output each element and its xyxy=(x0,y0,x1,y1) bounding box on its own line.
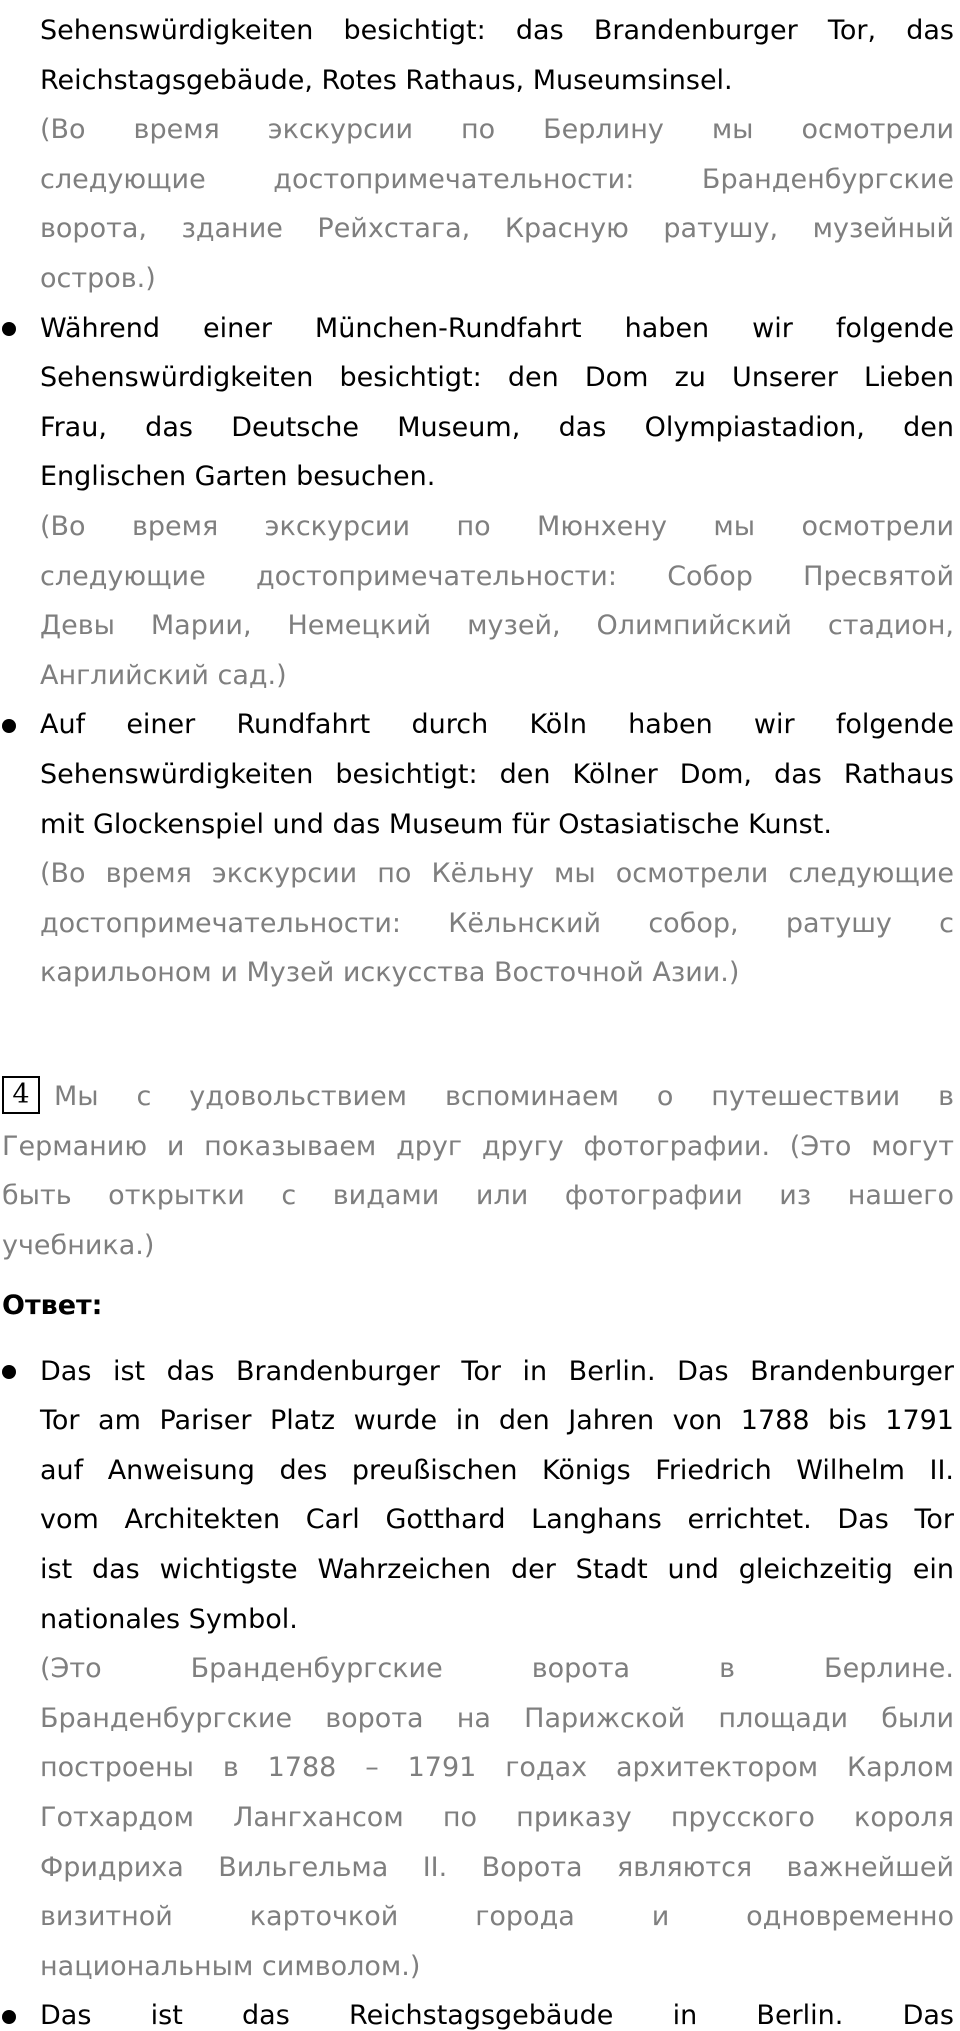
munich-ru-line-4: Английский сад.) xyxy=(40,659,287,691)
cologne-ru-line-1: (Во время экскурсии по Кёльну мы осмотрели следующие xyxy=(40,858,954,890)
brandenburg-de-line-4: vom Architekten Carl Gotthard Langhans errichtet. Das Tor xyxy=(40,1504,954,1536)
munich-de-line-3: Frau, das Deutsche Museum, das Olympiastadion, den xyxy=(40,411,954,443)
cologne-ru-line-3: карильоном и Музей искусства Восточной Азии.) xyxy=(40,957,740,989)
brandenburg-ru-line-7: национальным символом.) xyxy=(40,1950,421,1982)
brandenburg-ru-line-3: построены в 1788 – 1791 годах архитектором Карлом xyxy=(40,1752,954,1784)
bullet-icon xyxy=(2,1365,16,1379)
task-number-box: 4 xyxy=(2,1076,40,1114)
munich-de-line-4: Englischen Garten besuchen. xyxy=(40,461,436,493)
brandenburg-de-line-6: nationales Symbol. xyxy=(40,1603,298,1635)
munich-de-line-2: Sehenswürdigkeiten besichtigt: den Dom zu Unserer Lieben xyxy=(40,362,954,394)
munich-ru-line-1: (Во время экскурсии по Мюнхену мы осмотрели xyxy=(40,511,954,542)
berlin-ru-line-4: остров.) xyxy=(40,263,156,294)
brandenburg-ru-line-4: Готхардом Лангхансом по приказу прусского короля xyxy=(40,1802,954,1833)
brandenburg-de-line-3: auf Anweisung des preußischen Königs Friedrich Wilhelm II. xyxy=(40,1454,954,1486)
brandenburg-ru-line-1: (Это Бранденбургские ворота в Берлине. xyxy=(40,1653,954,1685)
brandenburg-de-line-2: Tor am Pariser Platz wurde in den Jahren von 1788 bis 1791 xyxy=(40,1405,954,1437)
berlin-de-line-2: Reichstagsgebäude, Rotes Rathaus, Museumsinsel. xyxy=(40,64,733,96)
cologne-de-line-2: Sehenswürdigkeiten besichtigt: den Kölner Dom, das Rathaus xyxy=(40,759,954,790)
berlin-ru-line-3: ворота, здание Рейхстага, Красную ратушу, музейный xyxy=(40,213,954,245)
brandenburg-de-line-5: ist das wichtigste Wahrzeichen der Stadt und gleichzeitig ein xyxy=(40,1554,954,1585)
munich-de-line-1: Während einer München-Rundfahrt haben wir folgende xyxy=(40,312,954,344)
cologne-de-line-3: mit Glockenspiel und das Museum für Ostasiatische Kunst. xyxy=(40,808,832,840)
brandenburg-de-line-1: Das ist das Brandenburger Tor in Berlin. Das Brandenburger xyxy=(40,1355,954,1387)
cologne-de-line-1: Auf einer Rundfahrt durch Köln haben wir folgende xyxy=(40,709,954,741)
bullet-icon xyxy=(2,322,16,336)
berlin-ru-line-2: следующие достопримечательности: Бранденбургские xyxy=(40,163,954,195)
munich-ru-line-3: Девы Марии, Немецкий музей, Олимпийский стадион, xyxy=(40,610,954,642)
cologne-ru-line-2: достопримечательности: Кёльнский собор, ратушу с xyxy=(40,907,954,939)
task-4-line-4: учебника.) xyxy=(2,1229,155,1261)
berlin-ru-line-1: (Во время экскурсии по Берлину мы осмотрели xyxy=(40,114,954,146)
bullet-icon xyxy=(2,2010,16,2024)
reichstag-de-line-1: Das ist das Reichstagsgebäude in Berlin. Das xyxy=(40,2000,954,2031)
brandenburg-ru-line-5: Фридриха Вильгельма II. Ворота являются важнейшей xyxy=(40,1851,954,1883)
answer-label: Ответ: xyxy=(2,1290,103,1321)
task-4-line-3: быть открытки с видами или фотографии из нашего xyxy=(2,1180,954,1212)
bullet-icon xyxy=(2,719,16,733)
task-4-text-1: Мы с удовольствием вспоминаем о путешествии в xyxy=(54,1081,954,1112)
brandenburg-ru-line-6: визитной карточкой города и одновременно xyxy=(40,1901,954,1933)
brandenburg-ru-line-2: Бранденбургские ворота на Парижской площади были xyxy=(40,1702,954,1734)
task-4-line-1 xyxy=(2,1072,954,1122)
task-4-line-2: Германию и показываем друг другу фотографии. (Это могут xyxy=(2,1130,954,1162)
munich-ru-line-2: следующие достопримечательности: Собор Пресвятой xyxy=(40,560,954,592)
berlin-de-line-1: Sehenswürdigkeiten besichtigt: das Brandenburger Tor, das xyxy=(40,15,954,46)
